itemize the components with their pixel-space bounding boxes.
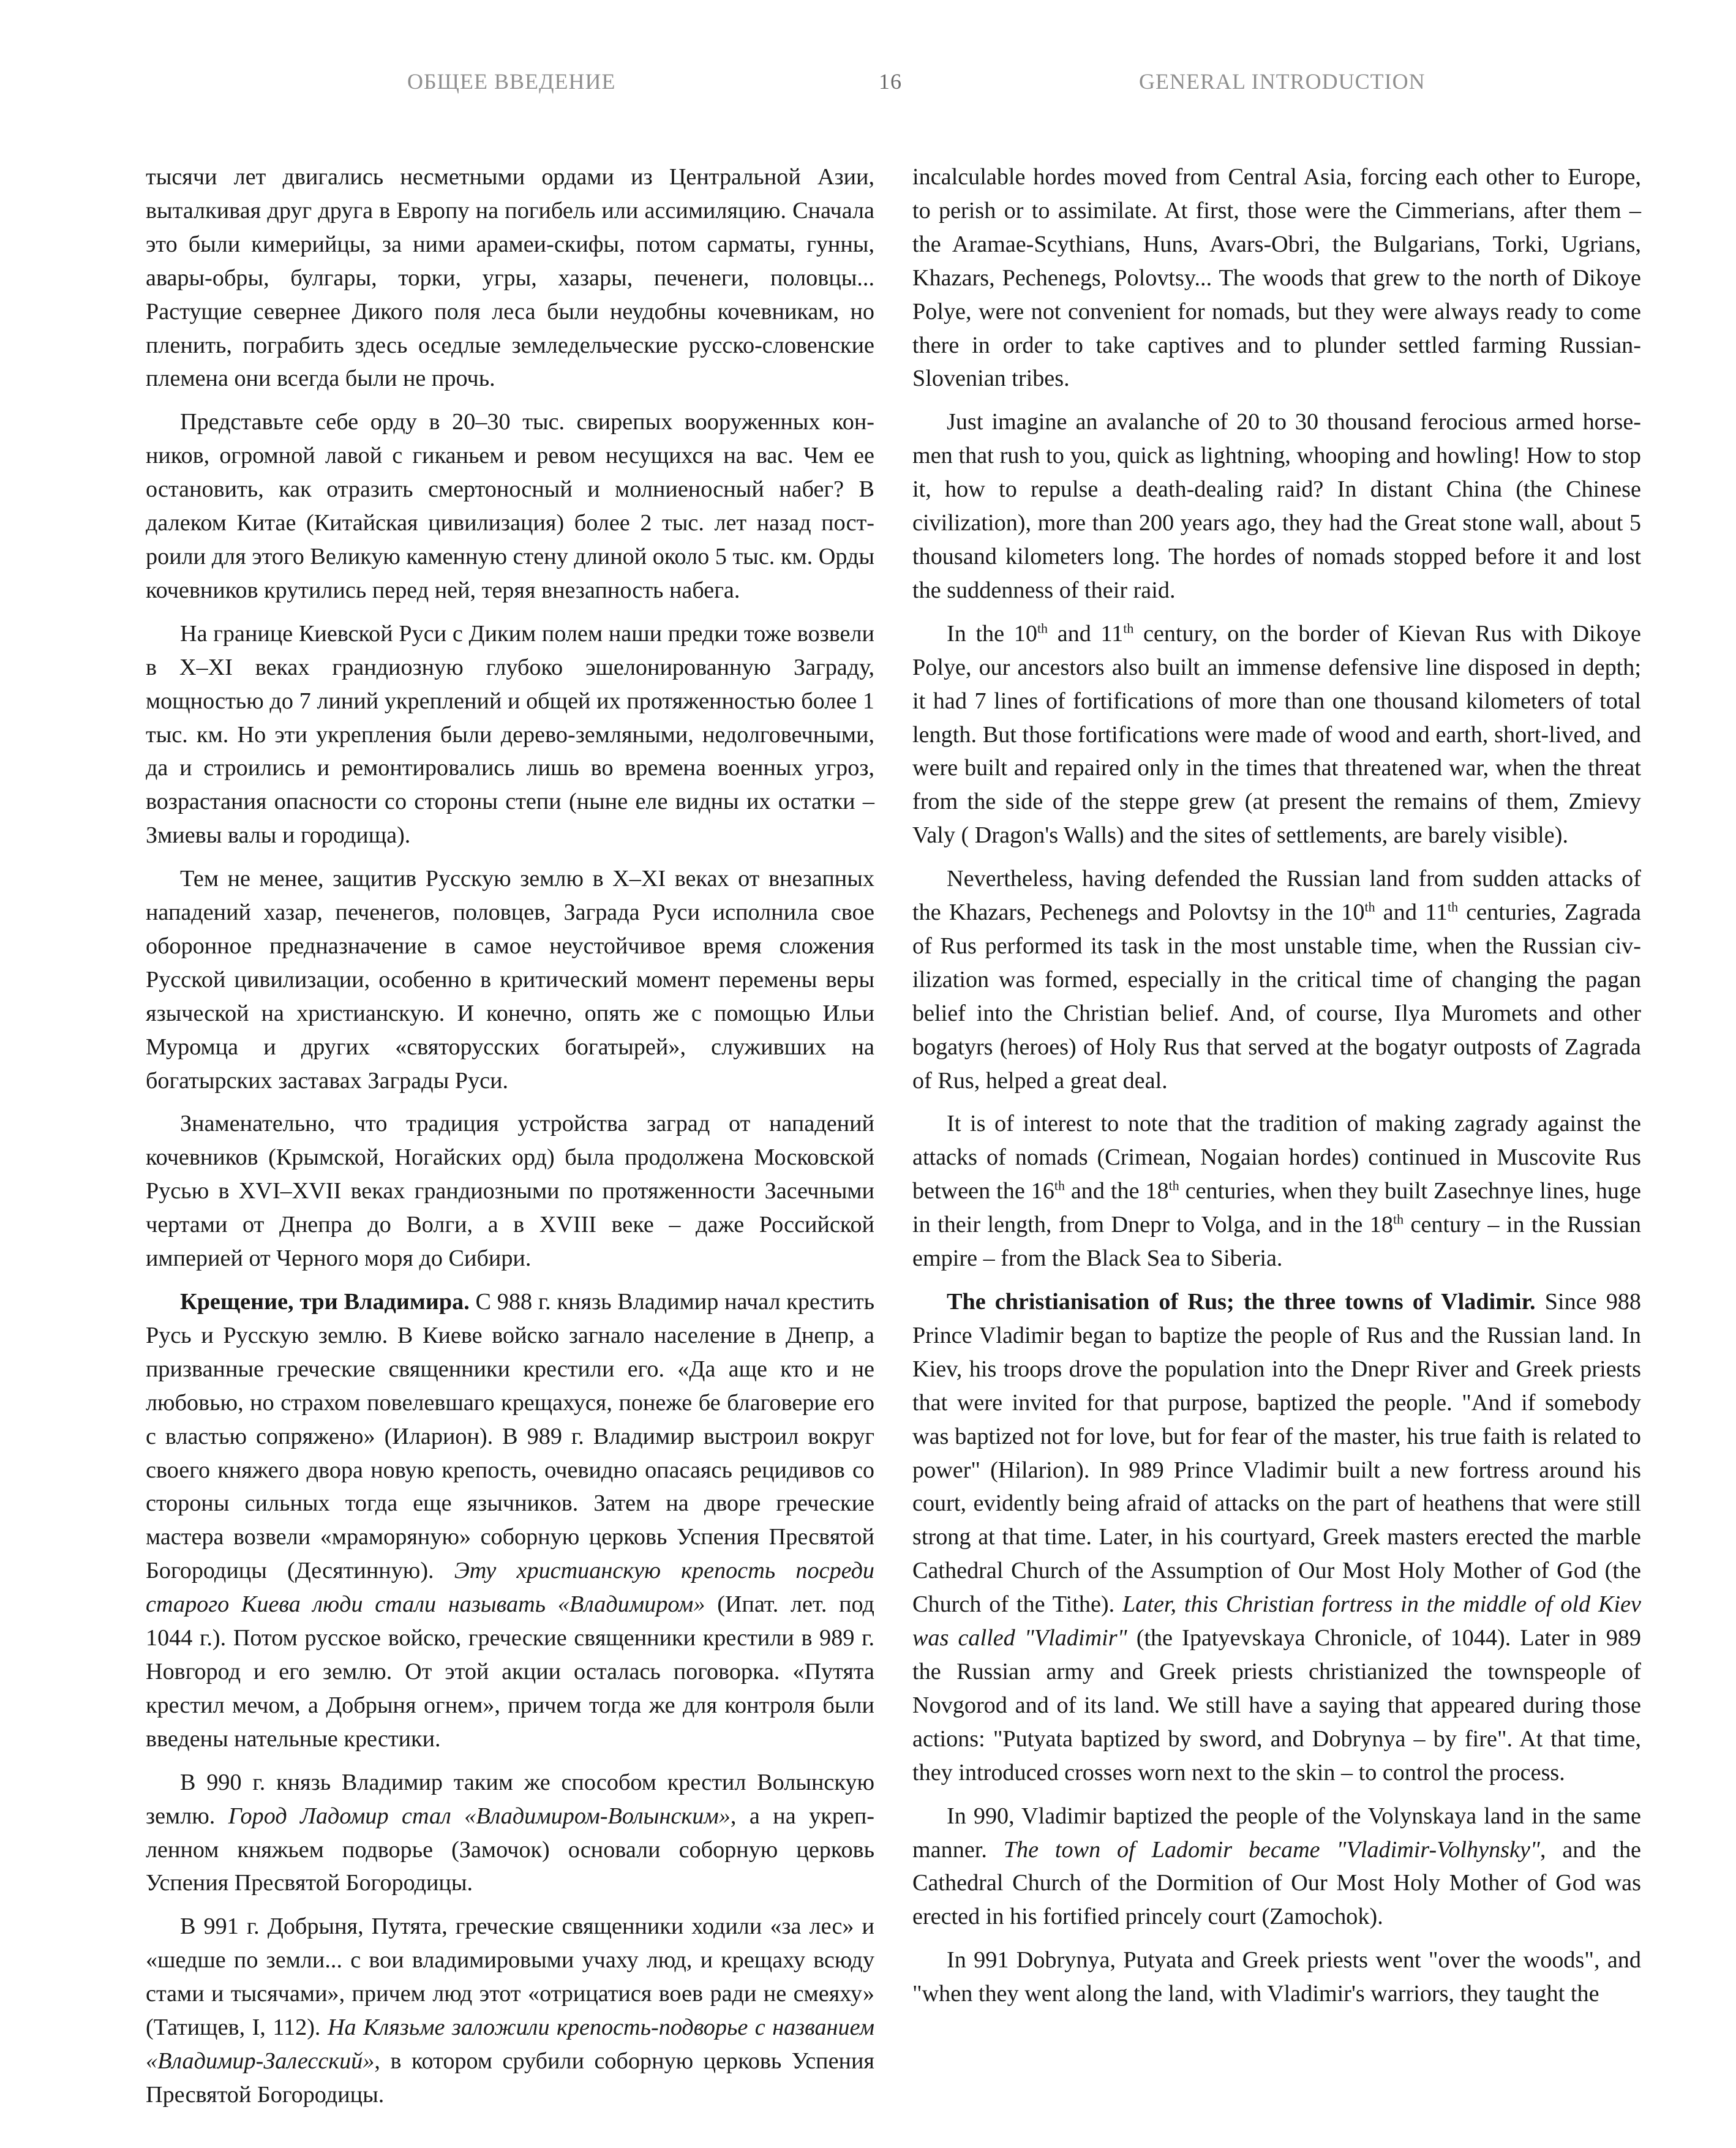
- en-p5-sup-2: th: [1168, 1177, 1179, 1193]
- ru-paragraph-2: Представьте себе орду в 20–30 тыс. свирепых вооруженных конников, огромной лавой с гиканьем и ревом несущихся на вас. Чем ее остановить, как отразить смертоносный и молниеносный набег? В далеком Китае (Китайская цивилизация) более 2 тыс. лет назад построили для этого Великую каменную стену длиной около 5 тыс. км. Орды кочевников крутились перед ней, теряя внезапность набега.: [146, 409, 874, 603]
- ru-p8-text-b: , в котором срубили соборную церковь Успения Пресвятой Богородицы.: [146, 2048, 874, 2108]
- ru-p6-italic: Эту христианскую крепость посреди старого Киева люди стали называть «Владимиром»: [146, 1558, 874, 1618]
- en-p3-text-b: and 11: [1048, 620, 1124, 647]
- en-paragraph-7: [912, 1800, 1641, 1934]
- en-p6-text-a: Since 988 Prince Vladimir began to baptize the people of Rus and the Russian land. In Kiev, his troops drove the population into the Dnepr River and Greek priests that were invited for that purpose, baptized the people. "And if somebody was baptized not for love, but for fear of the master, his true faith is related to power" (Hilarion). In 989 Prince Vladimir built a new fortress around his court, evidently being afraid of attacks on the part of heathens that were still strong at that time. Later, in his courtyard, Greek masters erected the marble Cathedral Church of the Assumption of Our Most Holy Mother of God (the Church of the Tithe).: [912, 1289, 1642, 1618]
- en-p6-text-b: (the Ipatyevskaya Chronicle, of 1044). Later in 989 the Russian army and Greek priests christianized the townspeople of Novgorod and of its land. We still have a saying that appeared during those actions: "Putyata baptized by sword, and Dobrynya – by fire". At that time, they introduced crosses worn next to the skin – to control the process.: [912, 1625, 1641, 1786]
- en-p4-text-c: centuries, Zagrada of Rus performed its task in the most unstable time, when the Russian civilization was formed, especially in the critical time of changing the pagan belief into the Christian belief. And, of course, Ilya Muromets and other bogatyrs (heroes) of Holy Rus that served at the bogatyr outposts of Zagrada of Rus, helped a great deal.: [912, 899, 1641, 1094]
- en-paragraph-5: [912, 1107, 1641, 1275]
- en-p5-text-a: It is of interest to note that the tradition of making zagrady against the attacks of nomads (Crimean, Nogaian hordes) continued in Muscovite Rus between the 16: [912, 1111, 1641, 1204]
- en-p5-text-b: and the 18: [1064, 1178, 1169, 1204]
- en-paragraph-4: [912, 862, 1641, 1097]
- en-p4-text-a: Nevertheless, having defended the Russian land from sudden attacks of the Khazars, Pechenegs and Polovtsy in the 10: [912, 866, 1641, 926]
- ru-p8-text-a: В 991 г. Добрыня, Путята, греческие священники ходили «за лес» и «шедше по земли... с вои владимировыми учаху люд, и крещаху всюду стами и тысячами», причем люд этот «отрицатися воев ради не смеяху» (Татищев, I, 112).: [146, 1913, 874, 2041]
- en-p4-text-b: and 11: [1375, 899, 1448, 926]
- russian-column: [146, 160, 874, 2122]
- en-p6-italic: Later, this Christian fortress in the middle of old Kiev was called "Vladimir": [912, 1591, 1642, 1651]
- en-paragraph-8: In 991 Dobrynya, Putyata and Greek priests went "over the woods", and "when they went along the land, with Vladimir's warriors, they taught the: [912, 1947, 1641, 2007]
- en-p4-sup-2: th: [1447, 899, 1459, 915]
- ru-paragraph-7: [146, 1766, 874, 1901]
- ru-paragraph-8: [146, 1910, 874, 2111]
- running-head-left: ОБЩЕЕ ВВЕДЕНИЕ: [407, 69, 616, 94]
- en-paragraph-1: incalculable hordes moved from Central Asia, forcing each other to Europe, to perish or to assimilate. At first, those were the Cimmerians, after them – the Aramae-Scythians, Huns, Avars-Obri, the Bulgarians, Torki, Ugrians, Khazars, Pechenegs, Polovtsy... The woods that grew to the north of Dikoye Polye, were not convenient for nomads, but they were always ready to come there in order to take captives and to plunder settled farming Russian-Slovenian tribes.: [912, 164, 1641, 392]
- ru-paragraph-4: Тем не менее, защитив Русскую землю в X–XI веках от внезапных нападений хазар, печенегов, половцев, Заграда Руси исполнила свое оборонное предназначение в самое неустойчивое время сложения Русской цивилизации, особенно в критический момент перемены веры языческой на христианскую. И конечно, опять же с помощью Ильи Муромца и других «святорусских богатырей», служивших на богатырских заставах Заграды Руси.: [146, 866, 874, 1094]
- en-p4-sup-1: th: [1364, 899, 1375, 915]
- ru-p7-text-b: , а на укрепленном княжьем подворье (Замочок) основали соборную церковь Успения Пресвятой Богородицы.: [146, 1803, 874, 1896]
- ru-paragraph-6: [146, 1285, 874, 1756]
- ru-p7-text-a: В 990 г. князь Владимир таким же способом крестил Волынскую землю.: [146, 1769, 874, 1829]
- ru-p7-italic: Город Ладомир стал «Владимиром-Волынским»: [228, 1803, 731, 1829]
- en-p7-text-b: , and the Cathedral Church of the Dormition of Our Most Holy Mother of God was erected in his fortified princely court (Zamochok).: [912, 1836, 1641, 1930]
- en-p5-sup-3: th: [1392, 1211, 1404, 1227]
- ru-section-title: Крещение, три Владимира.: [180, 1289, 470, 1315]
- en-p5-sup-1: th: [1054, 1177, 1065, 1193]
- en-paragraph-6: [912, 1285, 1641, 1790]
- en-p3-text-c: century, on the border of Kievan Rus with Dikoye Polye, our ancestors also built an immense defensive line disposed in depth; it had 7 lines of fortifications of more than one thousand kilometers of total length. But those fortifications were made of wood and earth, short-lived, and were built and repaired only in the times that threatened war, when the threat from the side of the steppe grew (at present the remains of them, Zmievy Valy ( Dragon's Walls) and the sites of settlements, are barely visible).: [912, 620, 1641, 849]
- en-p5-text-d: century – in the Russian empire – from the Black Sea to Siberia.: [912, 1212, 1642, 1272]
- en-section-title: The christianisation of Rus; the three towns of Vladimir.: [947, 1289, 1536, 1315]
- en-p3-text-a: In the 10: [947, 620, 1037, 647]
- ru-paragraph-1: тысячи лет двигались несметными ордами из Центральной Азии, выталкивая друг друга в Европу на погибель или ассимиляцию. Сначала это были кимерийцы, за ними арамеи-скифы, потом сарматы, гунны, авары-обры, булгары, торки, угры, хазары, печенеги, половцы... Растущие севернее Дикого поля леса были неудобны кочевникам, но пленить, пограбить здесь оседлые земледельческие русско-словенские племена они всегда были не прочь.: [146, 164, 874, 392]
- ru-paragraph-5: Знаменательно, что традиция устройства заград от нападений кочевников (Крымской, Ногайских орд) была продолжена Московской Русью в XVI–XVII веках грандиозными по протяженности Засечными чертами от Днепра до Волги, а в XVIII веке – даже Российской империей от Черного моря до Сибири.: [146, 1111, 874, 1272]
- running-head-right: GENERAL INTRODUCTION: [1139, 69, 1426, 94]
- en-p3-sup-1: th: [1037, 620, 1048, 636]
- ru-p6-text-a: С 988 г. князь Владимир начал крестить Русь и Русскую землю. В Киеве войско загнало население в Днепр, а призванные греческие священники крестили его. «Да аще кто и не любовью, но страхом повелевшаго крещахуся, понеже бе благоверие его с властью сопряжено» (Иларион). В 989 г. Владимир выстроил вокруг своего княжего двора новую крепость, очевидно опасаясь рецидивов со стороны сильных тогда еще язычников. Затем на дворе греческие мастера возвели «мраморяную» соборную церковь Успения Пресвятой Богородицы (Десятинную).: [146, 1289, 874, 1584]
- ru-paragraph-3: На границе Киевской Руси с Диким полем наши предки тоже возвели в X–XI веках грандиозную глубоко эшелонированную Заграду, мощностью до 7 линий укреплений и общей их протяженностью более 1 тыс. км. Но эти укрепления были дерево-земляными, недолговечными, да и строились и ремонтировались лишь во времена военных угроз, возрастания опасности со стороны степи (ныне еле видны их остатки – Змиевы валы и городища).: [146, 620, 874, 849]
- en-paragraph-3: [912, 617, 1641, 852]
- en-p7-italic: The town of Ladomir became "Vladimir-Volhynsky": [1003, 1836, 1540, 1863]
- en-p5-text-c: centuries, when they built Zasechnye lines, huge in their length, from Dnepr to Volga, and in the 18: [912, 1178, 1641, 1238]
- en-p3-sup-2: th: [1123, 620, 1134, 636]
- en-p7-text-a: In 990, Vladimir baptized the people of the Volynskaya land in the same manner.: [912, 1803, 1641, 1863]
- english-column: [912, 160, 1641, 2021]
- en-paragraph-2: Just imagine an avalanche of 20 to 30 thousand ferocious armed horsemen that rush to you, quick as lightning, whooping and howling! How to stop it, how to repulse a death-dealing raid? In distant China (the Chinese civilization), more than 200 years ago, they had the Great stone wall, about 5 thousand kilometers long. The hordes of nomads stopped before it and lost the suddenness of their raid.: [912, 409, 1641, 603]
- ru-p8-italic: На Клязьме заложили крепость-подворье с названием «Владимир-Залесский»: [146, 2015, 874, 2074]
- ru-p6-text-b: (Ипат. лет. под 1044 г.). Потом русское войско, греческие священники крестили в 989 г. Новгород и его землю. От этой акции осталась поговорка. «Путята крестил мечом, а Добрыня огнем», причем тогда же для контроля были введены нательные крестики.: [146, 1591, 874, 1752]
- page-number: 16: [879, 69, 902, 94]
